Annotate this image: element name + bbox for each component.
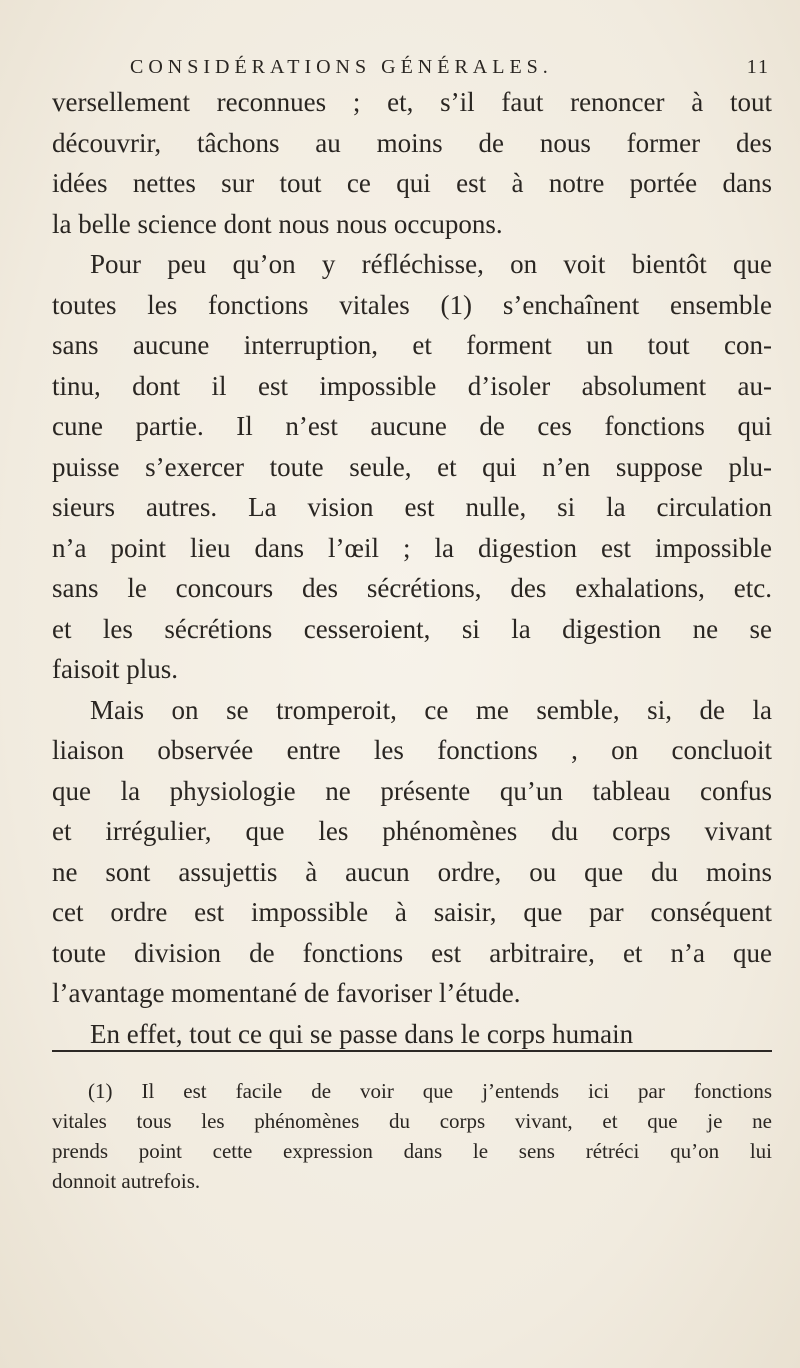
text-line: Pour peu qu’on y réfléchisse, on voit bientôt que xyxy=(90,249,772,279)
text-line: n’a point lieu dans l’œil ; la digestion est impossible xyxy=(52,532,772,563)
text-line: découvrir, tâchons au moins de nous former des xyxy=(52,127,772,158)
text-line: toutes les fonctions vitales (1) s’enchaînent ensemble xyxy=(52,289,772,320)
running-title: CONSIDÉRATIONS GÉNÉRALES. xyxy=(130,56,553,78)
text-line: toute division de fonctions est arbitraire, et n’a que xyxy=(52,937,772,968)
footnote-line: (1) Il est facile de voir que j’entends ici par fonctions xyxy=(88,1079,772,1103)
text-line: et les sécrétions cesseroient, si la digestion ne se xyxy=(52,613,772,644)
text-line: Mais on se tromperoit, ce me semble, si, de la xyxy=(90,694,772,725)
text-line: sans le concours des sécrétions, des exhalations, etc. xyxy=(52,573,772,603)
text-line: faisoit plus. xyxy=(52,654,178,684)
text-line: idées nettes sur tout ce qui est à notre portée dans xyxy=(52,168,772,198)
footnote-rule xyxy=(52,1050,772,1052)
text-line: puisse s’exercer toute seule, et qui n’en suppose plu- xyxy=(52,451,772,482)
text-line: En effet, tout ce qui se passe dans le corps humain xyxy=(90,1018,634,1049)
text-line: versellement reconnues ; et, s’il faut renoncer à tout xyxy=(52,87,772,117)
text-line: sieurs autres. La vision est nulle, si la circulation xyxy=(52,492,772,522)
page-number: 11 xyxy=(746,56,770,78)
footnote-line: donnoit autrefois. xyxy=(52,1169,201,1193)
text-line: ne sont assujettis à aucun ordre, ou que du moins xyxy=(52,856,772,887)
text-line: cune partie. Il n’est aucune de ces fonctions qui xyxy=(52,411,772,441)
text-line: tinu, dont il est impossible d’isoler absolument au- xyxy=(52,370,772,401)
text-line: la belle science dont nous nous occupons. xyxy=(52,208,503,239)
footnote-line: prends point cette expression dans le sens rétréci qu’on lui xyxy=(52,1139,772,1163)
text-line: l’avantage momentané de favoriser l’étude. xyxy=(52,978,521,1008)
footnote xyxy=(52,1076,772,1196)
text-line: que la physiologie ne présente qu’un tableau confus xyxy=(52,775,772,806)
text-line: et irrégulier, que les phénomènes du corps vivant xyxy=(52,816,772,846)
footnote-line: vitales tous les phénomènes du corps vivant, et que je ne xyxy=(52,1109,772,1133)
text-line: cet ordre est impossible à saisir, que par conséquent xyxy=(52,897,772,927)
body-text xyxy=(52,82,772,1054)
text-line: liaison observée entre les fonctions , on concluoit xyxy=(52,735,772,765)
text-line: sans aucune interruption, et forment un tout con- xyxy=(52,330,772,360)
